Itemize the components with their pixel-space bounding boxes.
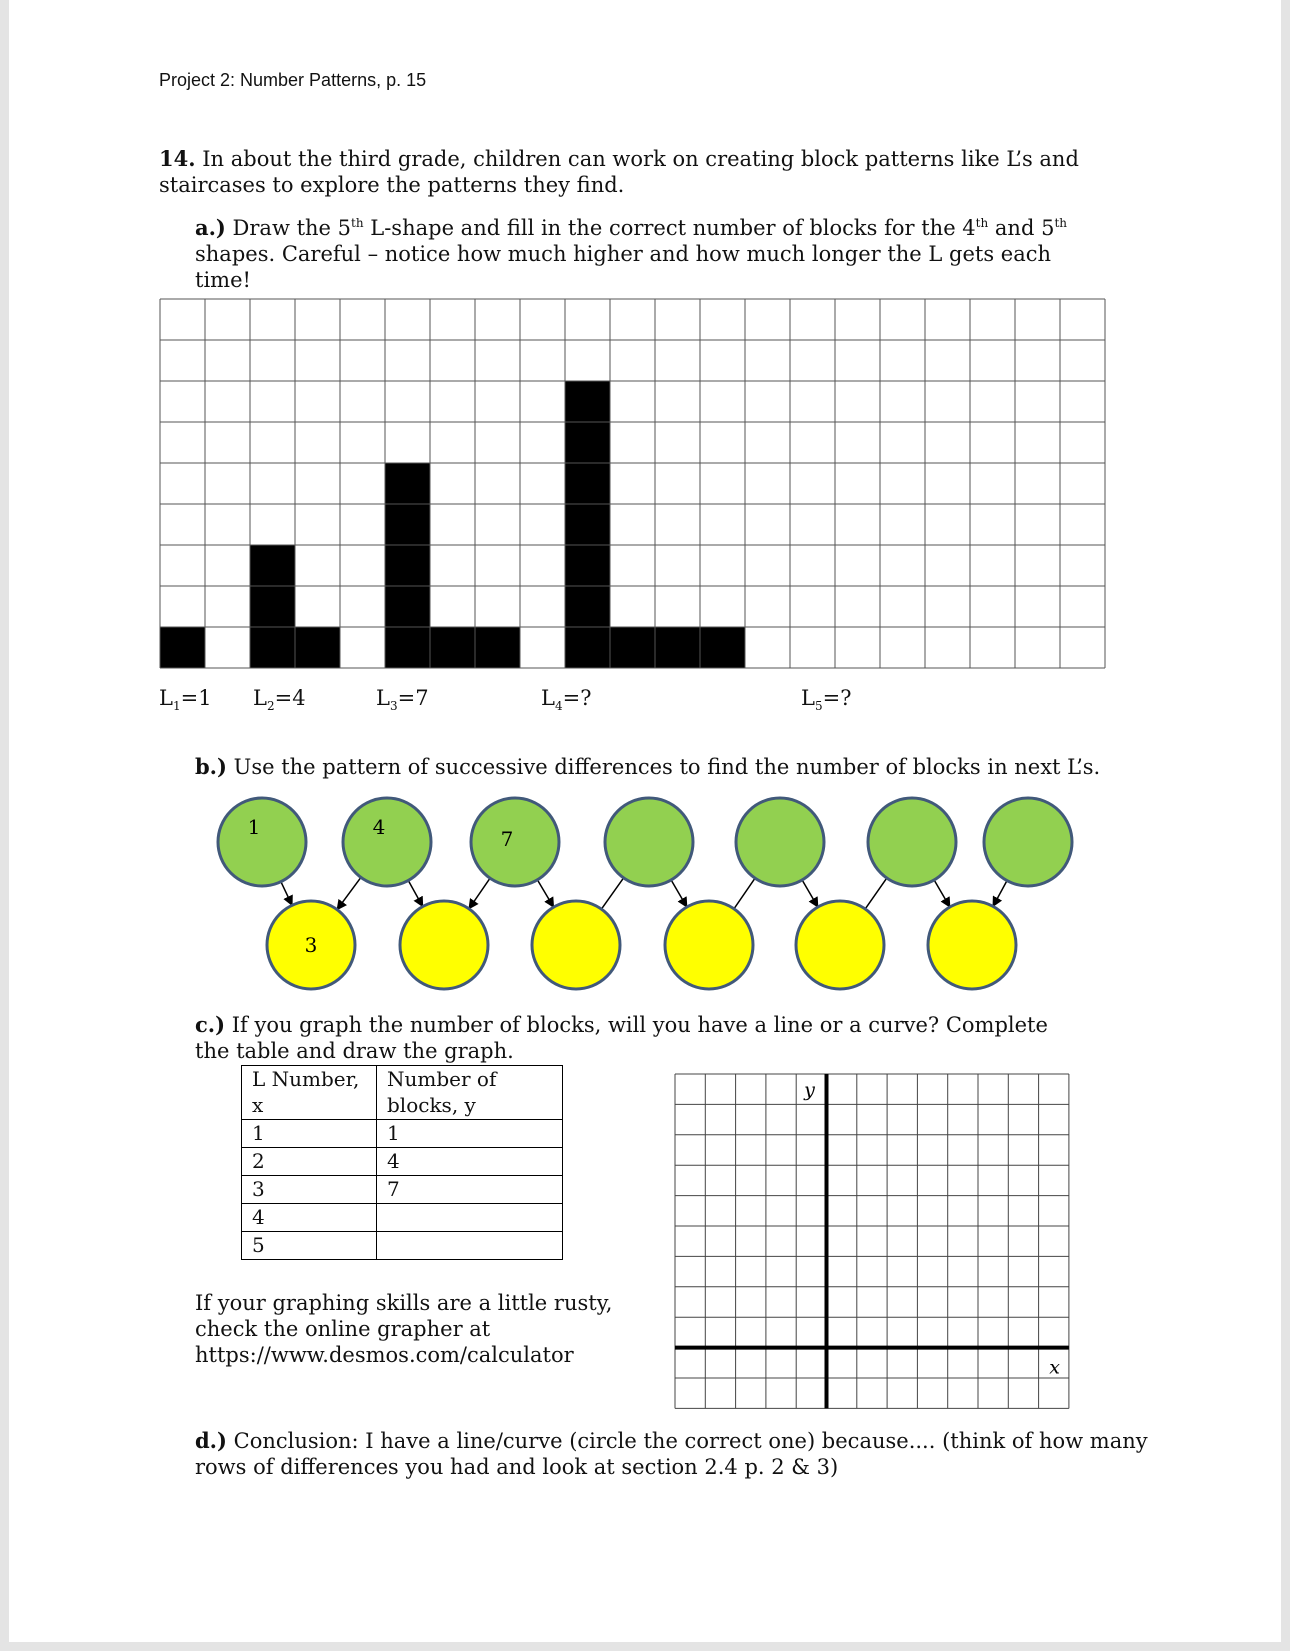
header-y: Number of blocks, y xyxy=(377,1066,563,1120)
cell-y[interactable]: 7 xyxy=(377,1176,563,1204)
y-axis-label: y xyxy=(804,1079,815,1101)
part-a-label: a.) xyxy=(195,215,226,240)
shape-label-2: $L_2=4$ xyxy=(253,686,306,714)
part-c-label: c.) xyxy=(195,1012,226,1037)
part-a-text-2: L-shape and fill in the correct number of blocks for the 4 xyxy=(363,216,976,240)
cell-x: 4 xyxy=(242,1204,377,1232)
shape-label-3: $L_3=7$ xyxy=(376,686,429,714)
worksheet-page xyxy=(9,0,1281,1642)
cell-y[interactable]: 1 xyxy=(377,1120,563,1148)
question-number: 14. xyxy=(159,146,196,171)
cell-x: 5 xyxy=(242,1232,377,1260)
shape-label-1: $L_1=1$ xyxy=(159,686,212,714)
part-a-text-4: shapes. Careful – notice how much higher and how much longer the L gets each time! xyxy=(195,242,1052,292)
part-a-sup-1: th xyxy=(351,216,364,230)
sequence-value: 4 xyxy=(372,815,386,839)
cell-x: 1 xyxy=(242,1120,377,1148)
x-axis-label: x xyxy=(1049,1356,1060,1379)
header-x: L Number, x xyxy=(242,1066,377,1120)
shape-label-5: $L_5=$? xyxy=(801,686,852,714)
part-d-label: d.) xyxy=(195,1428,227,1453)
page-header: Project 2: Number Patterns, p. 15 xyxy=(159,70,427,90)
sequence-value: 1 xyxy=(247,815,261,839)
note-line-2: check the online grapher at xyxy=(195,1317,491,1341)
question-text: In about the third grade, children can work on creating block patterns like L’s and staircases to explore the patterns they find. xyxy=(159,147,1079,197)
difference-value: 3 xyxy=(304,933,318,957)
cell-x: 3 xyxy=(242,1176,377,1204)
note-line-3[interactable]: https://www.desmos.com/calculator xyxy=(195,1343,574,1367)
cell-y[interactable]: 4 xyxy=(377,1148,563,1176)
part-c-text: If you graph the number of blocks, will you have a line or a curve? Complete the table and draw the graph. xyxy=(195,1013,1048,1063)
part-a-text-3: and 5 xyxy=(988,216,1055,240)
shape-label-4: $L_4=$? xyxy=(541,686,592,714)
sequence-value: 7 xyxy=(500,827,514,851)
part-a-sup-2: th xyxy=(975,216,989,230)
part-b-text: Use the pattern of successive differences to find the number of blocks in next L’s. xyxy=(233,755,1101,779)
cell-x: 2 xyxy=(242,1148,377,1176)
note-line-1: If your graphing skills are a little rusty, xyxy=(195,1291,613,1315)
part-a-sup-3: th xyxy=(1054,216,1067,230)
part-a-text-1: Draw the 5 xyxy=(232,216,352,240)
part-d xyxy=(195,1428,1155,1480)
coordinate-grid xyxy=(9,0,1281,1642)
part-d-text: Conclusion: I have a line/curve (circle the correct one) because.... (think of how many rows of differences you had and look at section 2.4 p. 2 & 3) xyxy=(195,1429,1148,1479)
part-b-label: b.) xyxy=(195,754,227,779)
